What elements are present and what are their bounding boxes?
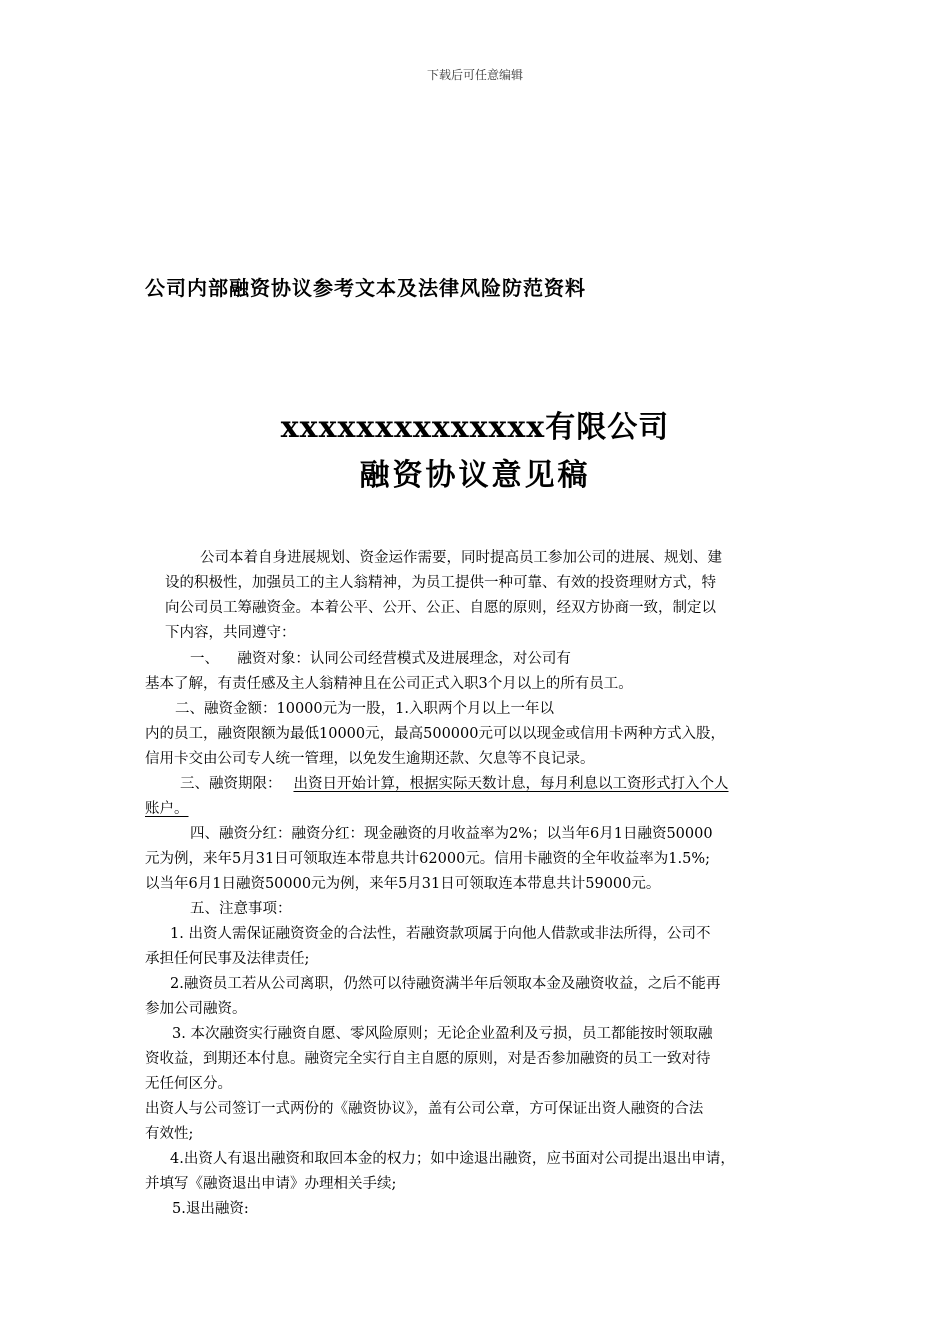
body-line: 出资人与公司签订一式两份的《融资协议》，盖有公司公章，方可保证出资人融资的合法 xyxy=(145,1101,704,1117)
body-line: 公司本着自身进展规划、资金运作需要，同时提高员工参加公司的进展、规划、建 xyxy=(200,550,722,566)
body-line: 二、融资金额：10000元为一股，1.入职两个月以上一年以 xyxy=(175,701,554,717)
body-line: 向公司员工筹融资金。本着公平、公开、公正、自愿的原则，经双方协商一致，制定以 xyxy=(165,600,716,616)
company-name: xxxxxxxxxxxxxx有限公司 xyxy=(280,410,670,445)
body-line: 元为例，来年5月31日可领取连本带息共计62000元。信用卡融资的全年收益率为1.5%; xyxy=(145,851,711,867)
body-line: 2.融资员工若从公司离职，仍然可以待融资满半年后领取本金及融资收益，之后不能再 xyxy=(170,976,721,992)
body-line: 信用卡交由公司专人统一管理，以免发生逾期还款、欠息等不良记录。 xyxy=(145,751,595,767)
body-line: 四、融资分红：融资分红：现金融资的月收益率为2%；以当年6月1日融资50000 xyxy=(190,826,713,842)
body-line: 资收益，到期还本付息。融资完全实行自主自愿的原则，对是否参加融资的员工一致对待 xyxy=(145,1051,711,1067)
body-line: 3. 本次融资实行融资自愿、零风险原则；无论企业盈利及亏损，员工都能按时领取融 xyxy=(172,1026,713,1042)
document-title: 公司内部融资协议参考文本及法律风险防范资料 xyxy=(145,276,586,300)
body-line: 设的积极性，加强员工的主人翁精神，为员工提供一种可靠、有效的投资理财方式，特 xyxy=(165,575,716,591)
body-line: 并填写《融资退出申请》办理相关手续; xyxy=(145,1176,397,1192)
body-line: 参加公司融资。 xyxy=(145,1001,247,1017)
body-line: 有效性; xyxy=(145,1126,194,1142)
body-line: 账户。 xyxy=(145,801,189,817)
body-line: 下内容，共同遵守： xyxy=(165,625,296,641)
body-line xyxy=(180,773,729,795)
body-line: 内的员工，融资限额为最低10000元，最高500000元可以以现金或信用卡两种方式入股， xyxy=(145,726,725,742)
body-line: 基本了解，有责任感及主人翁精神且在公司正式入职3个月以上的所有员工。 xyxy=(145,676,633,692)
body-line: 1. 出资人需保证融资资金的合法性，若融资款项属于向他人借款或非法所得，公司不 xyxy=(170,926,711,942)
body-line: 无任何区分。 xyxy=(145,1076,232,1092)
body-line: 5.退出融资: xyxy=(172,1201,249,1217)
body-line: 4.出资人有退出融资和取回本金的权力；如中途退出融资，应书面对公司提出退出申请， xyxy=(170,1151,735,1167)
agreement-subtitle: 融资协议意见稿 xyxy=(359,458,591,493)
term-label: 三、融资期限： xyxy=(180,776,282,792)
body-line: 一、 融资对象：认同公司经营模式及进展理念，对公司有 xyxy=(190,651,571,667)
header-note: 下载后可任意编辑 xyxy=(426,68,523,82)
body-line: 承担任何民事及法律责任; xyxy=(145,951,310,967)
body-line: 以当年6月1日融资50000元为例，来年5月31日可领取连本带息共计59000元。 xyxy=(145,876,661,892)
body-line: 五、注意事项： xyxy=(190,901,292,917)
term-underlined: 出资日开始计算，根据实际天数计息，每月利息以工资形式打入个人 xyxy=(293,776,729,792)
